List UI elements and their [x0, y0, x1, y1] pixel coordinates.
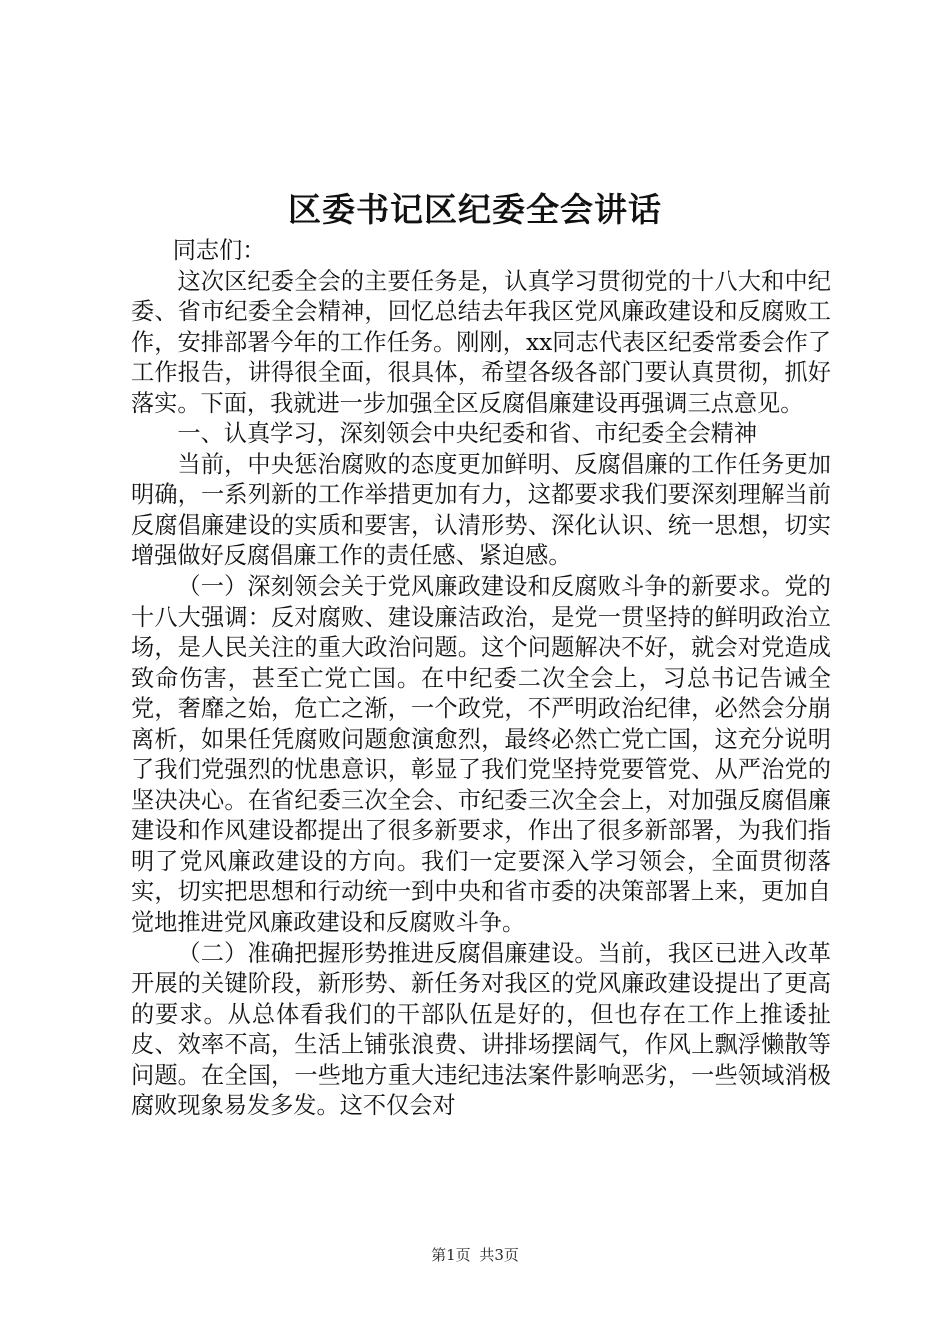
- body-paragraph: （二）准确把握形势推进反腐倡廉建设。当前，我区已进入改革开展的关键阶段，新形势、新任务对我区的党风廉政建设提出了更高的要求。从总体看我们的干部队伍是好的，但也存在工作上推诿扯皮、效率不高，生活上铺张浪费、讲排场摆阔气，作风上飘浮懒散等问题。在全国，一些地方重大违纪违法案件影响恶劣，一些领域消极腐败现象易发多发。这不仅会对: [131, 939, 831, 1120]
- body-paragraph: 这次区纪委全会的主要任务是，认真学习贯彻党的十八大和中纪委、省市纪委全会精神，回忆总结去年我区党风廉政建设和反腐败工作，安排部署今年的工作任务。刚刚，xx同志代表区纪委常委会作了工作报告，讲得很全面，很具体，希望各级各部门要认真贯彻，抓好落实。下面，我就进一步加强全区反腐倡廉建设再强调三点意见。: [131, 267, 831, 417]
- body-paragraph: 当前，中央惩治腐败的态度更加鲜明、反腐倡廉的工作任务更加明确，一系列新的工作举措更加有力，这都要求我们要深刻理解当前反腐倡廉建设的实质和要害，认清形势、深化认识、统一思想，切实增强做好反腐倡廉工作的责任感、紧迫感。: [131, 450, 831, 570]
- document-body: [131, 236, 831, 1122]
- section-heading: 一、认真学习，深刻领会中央纪委和省、市纪委全会精神: [177, 420, 758, 448]
- body-paragraph: （一）深刻领会关于党风廉政建设和反腐败斗争的新要求。党的十八大强调：反对腐败、建设廉洁政治，是党一贯坚持的鲜明政治立场，是人民关注的重大政治问题。这个问题解决不好，就会对党造成致命伤害，甚至亡党亡国。在中纪委二次全会上，习总书记告诫全党，奢靡之始，危亡之渐，一个政党，不严明政治纪律，必然会分崩离析，如果任凭腐败问题愈演愈烈，最终必然亡党亡国，这充分说明了我们党强烈的忧患意识，彰显了我们党坚持党要管党、从严治党的坚决决心。在省纪委三次全会、市纪委三次全会上，对加强反腐倡廉建设和作风建设都提出了很多新要求，作出了很多新部署，为我们指明了党风廉政建设的方向。我们一定要深入学习领会，全面贯彻落实，切实把思想和行动统一到中央和省市委的决策部署上来，更加自觉地推进党风廉政建设和反腐败斗争。: [131, 573, 831, 937]
- salutation-paragraph: 同志们：: [172, 237, 266, 264]
- document-title: 区委书记区纪委全会讲话: [288, 190, 662, 229]
- page-footer: [0, 1245, 950, 1265]
- page-number: 第1页: [431, 1246, 471, 1264]
- page-total: 共3页: [479, 1246, 519, 1264]
